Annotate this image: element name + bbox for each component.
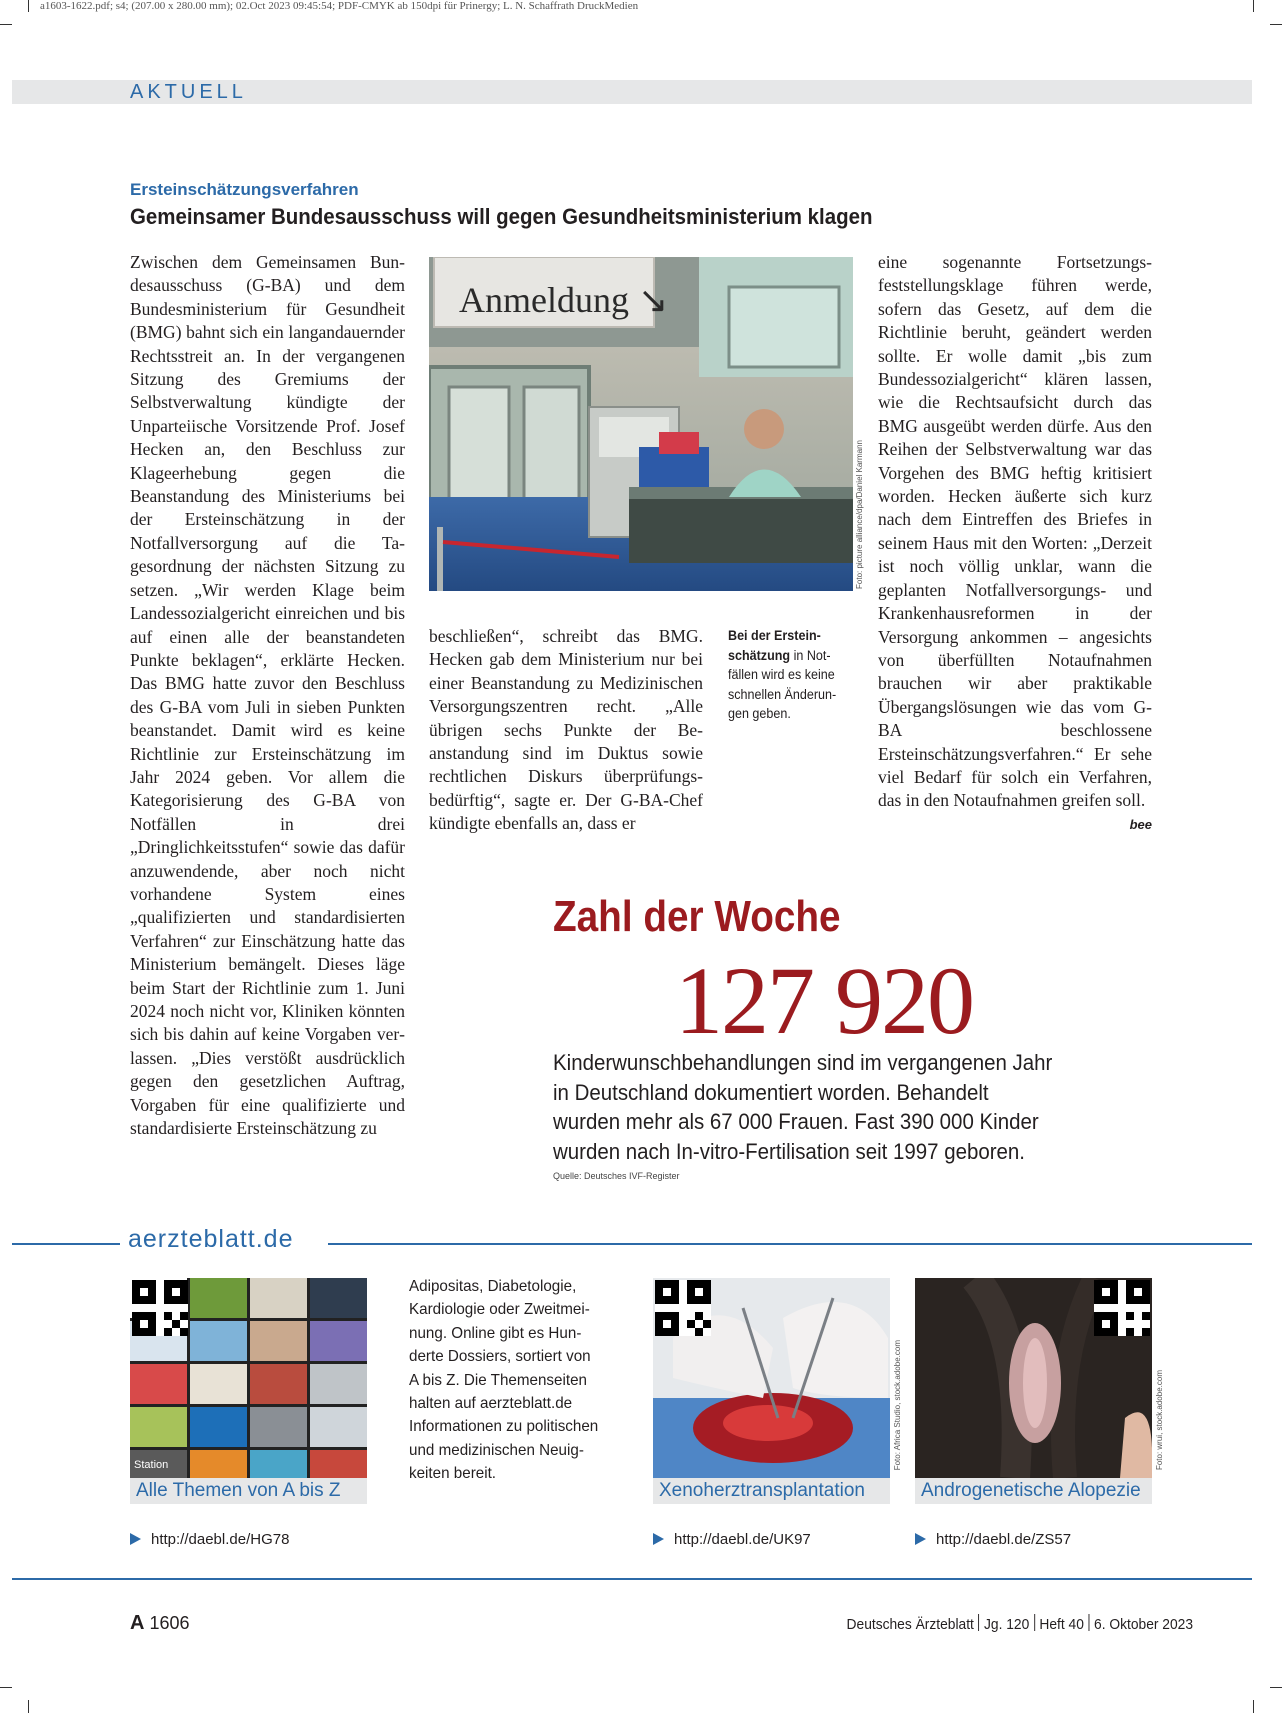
tile-all-topics[interactable] xyxy=(130,1278,367,1478)
crop-mark xyxy=(0,24,12,25)
photo-credit: Foto: picture alliance/dpa/Daniel Karmann xyxy=(855,440,864,589)
page-number-value: 1606 xyxy=(149,1613,190,1633)
print-slug: a1603-1622.pdf; s4; (207.00 x 280.00 mm); 02.Oct 2023 09:45:54; PDF-CMYK ab 150dpi für Prinergy; L. N. Schaffrath DruckMedien xyxy=(40,0,639,12)
qr-code-icon xyxy=(132,1280,188,1336)
tile-xenotransplantation[interactable] xyxy=(653,1278,890,1478)
footer-rule xyxy=(12,1578,1252,1580)
crop-mark xyxy=(0,1687,12,1688)
journal-name: Deutsches Ärzteblatt xyxy=(846,1616,974,1633)
number-of-week-value: 127 920 xyxy=(675,947,973,1054)
caption-bold: Bei der Ersteinschätzung xyxy=(728,628,821,663)
tile-xenotransplantation-label[interactable]: Xenoherztransplantation xyxy=(653,1478,890,1504)
play-arrow-icon xyxy=(653,1533,664,1545)
tile-all-topics-link[interactable]: http://daebl.de/HG78 xyxy=(130,1531,289,1548)
article-column-3 xyxy=(878,251,1152,836)
article-column-1: Zwischen dem Gemeinsamen Bundesausschuss (G-BA) und dem Bundesministerium für Gesundheit (BMG) bahnt sich ein langandauernder Rechtsstreit an. In der vergangenen Sitzung des Gremiums der Selbstverwaltung kündigte der Unparteiische Vorsitzende Prof. Josef Hecken an, den Beschluss zur Klageerhebung gegen die Beanstandung des Ministeriums bei der Ersteinschätzung in der Notfallversorgung auf die Tagesordnung der nächsten Sitzung zu setzen. „Wir werden Klage beim Landessozialgericht einreichen und bis auf einen alle der beanstandeten Punkte beklagen“, erklärte Hecken. Das BMG hatte zuvor den Beschluss des G-BA vom Juli in sieben Punkten beanstandet. Damit wird es keine Richtlinie zur Ersteinschätzung im Jahr 2024 geben. Vor allem die Kategorisierung des G-BA von Notfällen in drei „Dringlichkeitsstufen“ sowie das dafür anzuwendende, aber noch nicht vorhandene System eines „qualifizierten und standardisierten Verfahren“ zur Einschätzung hatte das Ministerium bemängelt. Dieses läge beim Start der Richtlinie zum 1. Juni 2024 noch nicht vor, Kliniken könnten sich bis dahin auf keine Vorgaben verlassen. „Dies verstößt ausdrücklich gegen den gesetzlichen Auftrag, Vorgaben für eine qualifizierte und standardisierte Ersteinschätzung zu xyxy=(130,252,405,1139)
tile-alopecia-label[interactable]: Androgenetische Alopezie xyxy=(915,1478,1152,1504)
image-credit: Foto: wrui, stock.adobe.com xyxy=(1155,1370,1164,1471)
play-arrow-icon xyxy=(130,1533,141,1545)
article-kicker: Ersteinschätzungsverfahren xyxy=(130,180,359,199)
photo-caption xyxy=(728,626,849,724)
page-number xyxy=(130,1612,190,1635)
crop-mark xyxy=(1253,0,1254,12)
crop-mark xyxy=(28,0,29,12)
tile-xenotransplantation-link[interactable]: http://daebl.de/UK97 xyxy=(653,1531,811,1548)
qr-code-icon xyxy=(655,1280,711,1336)
page-prefix: A xyxy=(130,1612,145,1634)
article-photo xyxy=(429,257,853,591)
image-credit: Foto: Africa Studio, stock.adobe.com xyxy=(893,1340,902,1471)
tile-alopecia[interactable] xyxy=(915,1278,1152,1478)
number-of-week-text: Kinderwunschbehandlungen sind im vergangenen Jahr in Deutschland dokumentiert worden. Behandelt wurden mehr als 67 000 Frauen. Fast 390 000 Kinder wurden nach In-vitro-Fertilisation seit 1997 geboren. xyxy=(553,1050,1053,1164)
portal-rule-left xyxy=(12,1243,120,1245)
crop-mark xyxy=(28,1700,29,1713)
crop-mark xyxy=(1270,1687,1282,1688)
footer-publication-info xyxy=(846,1614,1194,1633)
article-headline: Gemeinsamer Bundesausschuss will gegen Gesundheitsministerium klagen xyxy=(130,204,873,229)
article-column-2: beschließen“, schreibt das BMG. Hecken gab dem Ministerium nur bei einer Beanstandung zu Medizinischen Versorgungszentren recht. „Alle übrigen sechs Punkte der Beanstandung sind im Duktus sowie rechtlichen Diskurs überprüfungsbedürftig“, sagte er. Der G-BA-Chef kündigte ebenfalls an, dass er xyxy=(429,626,703,834)
tile-all-topics-label[interactable]: Alle Themen von A bis Z xyxy=(130,1478,367,1504)
portal-rule-right xyxy=(328,1243,1252,1245)
photo-sign-text: Anmeldung ↘ xyxy=(459,280,669,320)
issue: Heft 40 xyxy=(1039,1616,1084,1633)
section-label: AKTUELL xyxy=(130,81,247,103)
qr-code-icon xyxy=(1094,1280,1150,1336)
play-arrow-icon xyxy=(915,1533,926,1545)
article-column-3-text: eine sogenannte Fortsetzungsfeststellungsklage führen werde, sofern das Gesetz, auf dem die Richtlinie beruht, geändert werden sollte. Er wolle damit „bis zum Bundessozialgericht“ klären lassen, wie die Rechtsaufsicht durch das BMG ausgeübt werden dürfe. Aus den Reihen der Selbstverwaltung war das Vorgehen des BMG heftig kritisiert worden. Hecken äußerte sich kurz nach dem Eintreffen des Briefes in seinem Haus mit den Worten: „Derzeit ist noch völlig unklar, wann die geplanten Notfallversorgungs- und Krankenhausreformen in der Versorgung ankommen – angesichts von überfüllten Notaufnahmen brauchen wir aber praktikable Übergangslösungen wie das vom G-BA beschlossene Ersteinschätzungsverfahren.“ Er sehe viel Bedarf für solch ein Verfahren, das in den Notaufnahmen greifen soll. xyxy=(878,252,1152,811)
mosaic-station-text: Station xyxy=(134,1459,169,1471)
number-of-week-source: Quelle: Deutsches IVF-Register xyxy=(553,1171,680,1181)
portal-name: aerzteblatt.de xyxy=(128,1225,294,1253)
caption-text: in Notfällen wird es keine schnellen Änderungen geben. xyxy=(728,647,837,721)
number-of-week-title: Zahl der Woche xyxy=(553,892,841,941)
author-signature: bee xyxy=(1129,816,1152,832)
crop-mark xyxy=(1253,1700,1254,1713)
volume: Jg. 120 xyxy=(984,1616,1030,1633)
crop-mark xyxy=(1270,24,1282,25)
tile-alopecia-link[interactable]: http://daebl.de/ZS57 xyxy=(915,1531,1071,1548)
dossier-description: Adipositas, Diabetologie, Kardiologie oder Zweitmeinung. Online gibt es Hunderte Dossiers, sortiert von A bis Z. Die Themenseiten halten auf aerzteblatt.de Informationen zu politischen und medizinischen Neuigkeiten bereit. xyxy=(409,1278,599,1483)
issue-date: 6. Oktober 2023 xyxy=(1094,1616,1194,1633)
emergency-reception-photo xyxy=(429,257,853,591)
